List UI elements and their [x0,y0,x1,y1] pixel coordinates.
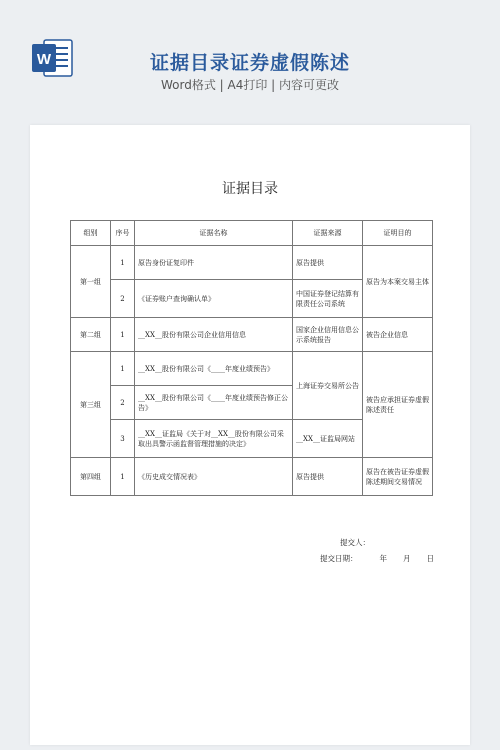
source-cell: 上海证券交易所公告 [293,352,363,420]
svg-text:W: W [36,51,52,68]
number-cell: 3 [111,420,135,458]
group-cell: 第一组 [71,246,111,318]
number-cell: 1 [111,318,135,352]
evidence-name-cell: __XX__证监局《关于对__XX__股份有限公司采取出具警示函监督管理措施的决定》 [135,420,293,458]
group-cell: 第二组 [71,318,111,352]
number-cell: 2 [111,280,135,318]
number-cell: 2 [111,386,135,420]
table-row [71,246,433,280]
evidence-name-cell: 原告身份证复印件 [135,246,293,280]
evidence-name-cell: __XX__股份有限公司企业信用信息 [135,318,293,352]
source-cell: __XX__证监局网站 [293,420,363,458]
evidence-name-cell: 《证券账户查询确认单》 [135,280,293,318]
table-row [71,352,433,386]
evidence-name-cell: __XX__股份有限公司《____年度业绩预告》 [135,352,293,386]
column-header-purpose: 证明目的 [363,221,433,246]
purpose-cell: 被告企业信息 [363,318,433,352]
evidence-name-cell: 《历史成交情况表》 [135,458,293,496]
number-cell: 1 [111,352,135,386]
document-page [30,125,470,745]
column-header-no: 序号 [111,221,135,246]
submit-date-label: 提交日期： [320,554,358,563]
column-header-name: 证据名称 [135,221,293,246]
header [0,0,500,108]
number-cell: 1 [111,458,135,496]
source-cell: 原告提供 [293,458,363,496]
source-cell: 中国证券登记结算有限责任公司系统 [293,280,363,318]
purpose-cell: 原告为本案交易主体 [363,246,433,318]
document-title: 证据目录 [222,181,278,197]
signature-block [320,535,434,567]
purpose-cell: 被告应承担证券虚假陈述责任 [363,352,433,458]
evidence-table [70,220,433,496]
purpose-cell: 原告在被告证券虚假陈述期间交易情况 [363,458,433,496]
source-cell: 国家企业信用信息公示系统报告 [293,318,363,352]
evidence-name-cell: __XX__股份有限公司《____年度业绩预告修正公告》 [135,386,293,420]
day-label: 日 [426,554,434,563]
group-cell: 第三组 [71,352,111,458]
group-cell: 第四组 [71,458,111,496]
source-cell: 原告提供 [293,246,363,280]
month-label: 月 [403,554,411,563]
number-cell: 1 [111,246,135,280]
column-header-group: 组别 [71,221,111,246]
submit-date-line [320,554,434,563]
year-label: 年 [379,554,387,563]
column-header-source: 证据来源 [293,221,363,246]
submitter-label: 提交人： [340,538,370,547]
page-title: 证据目录证券虚假陈述 [149,52,350,74]
table-row [71,318,433,352]
table-header-row [71,221,433,246]
page-subtitle: Word格式 | A4打印 | 内容可更改 [160,78,340,92]
table-row [71,458,433,496]
